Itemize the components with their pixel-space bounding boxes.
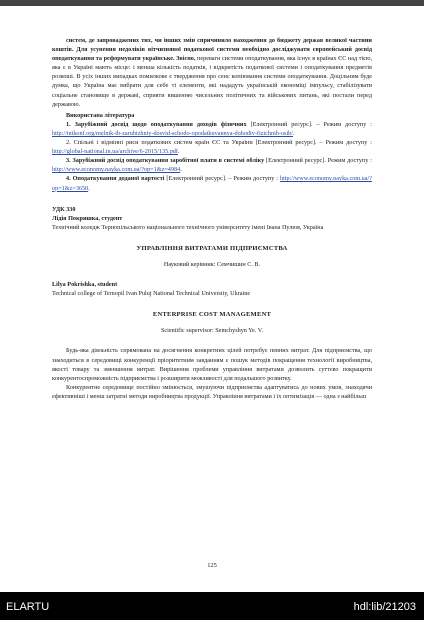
ref-bold: 1. Зарубіжний досвід щодо оподаткування доходів фізичних (66, 120, 247, 128)
affiliation-en: Technical college of Ternopil Ivan Puluj National Technical University, Ukraine (52, 290, 251, 298)
ref-text: 2. Спільні і відмінні риси податкових систем країн ЄС та України [Електронний ресурс]. – Режим доступу : (66, 139, 372, 147)
supervisor-en: Scientific supervisor: Semchyshyn Ye. V. (160, 327, 264, 335)
ref-link[interactable]: http://www.economy.nayka.com.ua/?op=1&z=4984 (52, 166, 181, 174)
affiliation-ua: Технічний коледж Тернопільського національного технічного університету імені Івана Пулюя, Україна (52, 223, 324, 231)
ref-bold: 4. Оподаткування доданої вартості (66, 175, 165, 183)
bold-text: систем, де запроваджених тих, чи інших змін спричинило находження до бюджету держав великої частини коштів. Для усунення недоліків вітчизняної податкової системи необхідно досліджувати європейський досвід оподаткування та реформувати українське. Звісно, (52, 37, 372, 63)
reference-item (52, 174, 372, 192)
page-number: 125 (207, 562, 217, 569)
ref-text: [Електронний ресурс]. Режим доступу : (264, 157, 372, 165)
paragraph: Будь-яка діяльність спрямована на досягнення конкретних цілей потребує певних витрат. Для підприємства, що знаходиться в середовищі конкуренції пріоритетним завданням є пошук методів покращення технології виробництва, якості товару та зменшення витрат. Вирішення проблеми управління витратами дозволить суттєво покращити конкурентоспроможність підприємства і розширити можливості для подальшого розвитку. (52, 347, 372, 382)
ref-link[interactable]: http://www.economy.nayka.com.ua/?op=1&z=3650 (52, 175, 372, 192)
handle-label: hdl:lib/21203 (353, 601, 416, 613)
ref-text: [Електронний ресурс]. – Режим доступу : (164, 175, 280, 183)
author-ua: Лідія Покришка, студент (52, 214, 123, 222)
references-heading: Використана література (66, 111, 135, 119)
paragraph-text: переваги системи оподаткування, яка існує в країнах ЄС над тією, яка є в Україні мають місце: і менша кількість податків, і відкритість податкової системи і оподаткування предметів розкоші. В усіх інших випадках помилкове є твердження про сенс копіювання системи оподаткування. Доцільним буде думка, що Україна має вибрати для себе ті елементи, які нададуть українській економіці імпульсу, стабілізувати соціальне становище в державі, сприяти вишенню чисельних політичних та військових питань, які постали перед державою. (52, 55, 372, 108)
ref-link[interactable]: http://global-national.in.ua/archive/6-2015/135.pdf (52, 148, 178, 156)
ref-after: . (177, 148, 180, 156)
paragraph (52, 36, 372, 109)
ref-after: . (180, 166, 182, 174)
reference-item (52, 156, 372, 174)
reference-item (52, 120, 372, 138)
paragraph: Конкурентне середовище постійно змінюється, змушуючи підприємства адаптуватись до нових умов, знаходячи ефективніші і менш затратні методи виробництва продукції. Управління витратами і їх оптимізація — одна з найбільш (52, 383, 372, 400)
supervisor-ua: Науковий керівник: Семчишин С. В. (163, 260, 261, 268)
udk-code: УДК 330 (52, 205, 76, 213)
footer-bar (0, 592, 424, 620)
article-title-ua: УПРАВЛІННЯ ВИТРАТАМИ ПІДПРИЄМСТВА (136, 244, 288, 252)
repository-label: ELARTU (6, 601, 50, 613)
ref-bold: 3. Зарубіжний досвід оподаткування заробітної плати в системі обліку (66, 157, 265, 165)
ref-text: [Електронний ресурс]. – Режим доступу : (246, 120, 372, 128)
article-title-en: ENTERPRISE COST MANAGEMENT (152, 311, 272, 319)
ref-after: . (88, 184, 90, 192)
ref-after: . (292, 129, 295, 137)
page-content (52, 36, 372, 401)
ref-link[interactable]: http://intkonf.org/melnik-ib-zarubizhniy-dosvid-schodo-opodatkuvannya-dohodiv-fizichnih-osib/ (52, 129, 293, 137)
reference-item (52, 138, 372, 156)
author-en: Lilya Pokrishka, student (52, 281, 118, 289)
